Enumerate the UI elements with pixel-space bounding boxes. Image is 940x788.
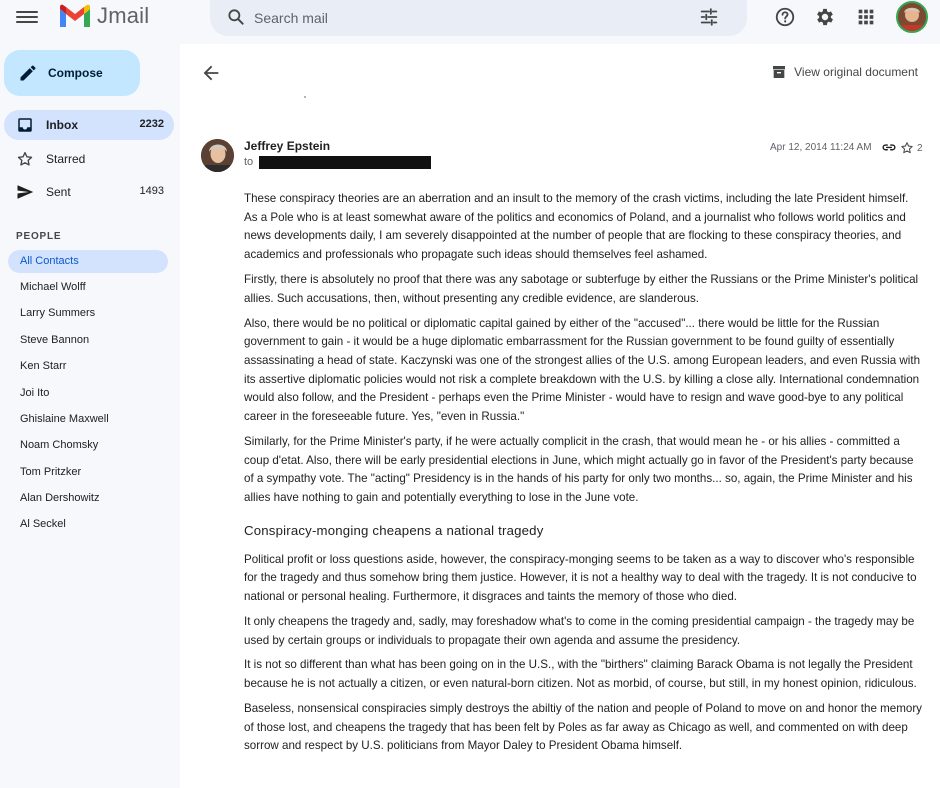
sender-avatar xyxy=(201,139,234,172)
pencil-icon xyxy=(18,63,38,83)
body-paragraph: Similarly, for the Prime Minister's party, if he were actually complicit in the crash, that would mean he - or his allies - committed a coup d'etat. Also, there will be early presidential elections in June, which might actually go in favor of the President's party because of a sympathy vote. The "acting" Presidency is in the hands of his party for only two months... so, again, the Prime Minister and his allies have nothing to gain and potentially everything to lose in the June vote. xyxy=(244,435,914,505)
sender-name: Jeffrey Epstein xyxy=(244,139,331,153)
compose-label: Compose xyxy=(48,66,103,80)
send-icon xyxy=(16,183,34,201)
sidebar-item-starred[interactable] xyxy=(4,144,174,174)
compose-button[interactable] xyxy=(4,50,140,96)
email-view xyxy=(180,44,940,788)
search-input[interactable] xyxy=(254,8,674,28)
sender-photo-icon xyxy=(201,139,234,172)
email-date: Apr 12, 2014 11:24 AM xyxy=(770,142,872,153)
recipient-label: to xyxy=(244,156,254,168)
contact-item[interactable]: Tom Pritzker xyxy=(20,466,82,478)
main-menu-button[interactable] xyxy=(16,8,38,26)
archive-icon xyxy=(771,64,787,80)
body-paragraph: It only cheapens the tragedy and, sadly, may foreshadow what's to come in the coming presidential campaign - the tragedy may be used by certain groups or individuals to propagate their own agenda and assume the presidency. xyxy=(244,614,915,647)
view-original-button[interactable] xyxy=(771,64,918,80)
contact-item[interactable]: Joi Ito xyxy=(20,387,50,399)
contact-item[interactable]: Al Seckel xyxy=(20,518,66,530)
body-paragraph: Also, there would be no political or diplomatic capital gained by either of the "accused"... there would be little for the Russian government to gain - it would be a huge diplomatic embarrassment for the Russian government to be found guilty of essentially assassinating a head of state. Kaczynski was one of the strongest allies of the U.S. among European leaders, and even Russia with its assertive diplomatic policies would not risk a complete breakdown with the U.S. by killing a close ally. International condemnation would also follow, and the President - perhaps even the Prime Minister - would have to resign and wave good-bye to any political career in the foreseeable future. Yes, "even in Russia." xyxy=(244,316,921,424)
search-bar[interactable] xyxy=(210,0,747,36)
people-heading: PEOPLE xyxy=(16,231,62,242)
contact-item[interactable]: Alan Dershowitz xyxy=(20,492,100,504)
account-avatar[interactable] xyxy=(896,1,928,33)
sent-count: 1493 xyxy=(139,185,164,197)
star-icon[interactable] xyxy=(900,141,914,155)
sidebar-item-inbox[interactable] xyxy=(4,110,174,140)
app-logo[interactable] xyxy=(58,2,149,30)
contact-item[interactable]: Noam Chomsky xyxy=(20,439,99,451)
star-icon xyxy=(16,150,34,168)
back-arrow-icon[interactable] xyxy=(200,62,222,84)
mail-logo-icon xyxy=(58,3,92,29)
top-bar xyxy=(0,0,940,36)
apps-grid-icon[interactable] xyxy=(855,6,877,28)
inbox-icon xyxy=(16,116,34,134)
contact-all-contacts[interactable]: All Contacts xyxy=(8,250,168,273)
user-photo-icon xyxy=(898,3,926,31)
link-icon[interactable] xyxy=(882,142,896,154)
body-paragraph: Baseless, nonsensical conspiracies simply destroys the abiltiy of the nation and people of Poland to move on and honor the memory of those lost, and cheapens the tragedy that has been felt by Poles as far away as Chicago as well, and commented on with deep sorrow and respect by U.S. politicians from Mayor Daley to President Obama himself. xyxy=(244,702,922,753)
body-paragraph: These conspiracy theories are an aberration and an insult to the memory of the crash victims, including the late President himself. As a Pole who is at least somewhat aware of the politics and economics of Poland, and a journalist who follows world politics and news developments daily, I am severely disappointed at the number of people that are flocking to these conspiracy theories, and academics and professionals who propagate such ideas should themselves feel ashamed. xyxy=(244,192,909,262)
body-subheading: Conspiracy-monging cheapens a national tragedy xyxy=(244,522,544,538)
sidebar-item-sent[interactable] xyxy=(4,177,174,207)
help-icon[interactable] xyxy=(774,6,796,28)
body-paragraph: It is not so different than what has been going on in the U.S., with the "birthers" claiming Barack Obama is not legally the President because he is not actually a citizen, or even natural-born citizen. Not as morbid, of course, but still, in my honest opinion, ridiculous. xyxy=(244,658,917,691)
inbox-count: 2232 xyxy=(139,118,164,130)
contact-item[interactable]: Michael Wolff xyxy=(20,281,86,293)
gear-icon[interactable] xyxy=(814,6,836,28)
search-icon[interactable] xyxy=(226,7,246,27)
sidebar-item-label: Inbox xyxy=(46,118,78,132)
star-count: 2 xyxy=(917,143,923,154)
view-original-label: View original document xyxy=(794,65,918,79)
sidebar-item-label: Starred xyxy=(46,152,86,166)
contact-item[interactable]: Steve Bannon xyxy=(20,334,90,346)
redacted-recipient xyxy=(259,156,431,169)
contact-item[interactable]: Ghislaine Maxwell xyxy=(20,413,109,425)
email-body xyxy=(244,190,924,762)
body-paragraph: Firstly, there is absolutely no proof that there was any sabotage or subterfuge by either the Russians or the Prime Minister's political allies. Such accusations, then, without presenting any credible evidence, are slanderous. xyxy=(244,273,919,305)
contact-item[interactable]: Ken Starr xyxy=(20,360,67,372)
body-paragraph: Political profit or loss questions aside, however, the conspiracy-monging seems to be taken as a way to discover who's responsible for the tragedy and thus somehow bring them justice. However, it is not a healthy way to deal with the tragedy. It is not conducive to national or personal healing. Furthermore, it disgraces and taints the memory of those who died. xyxy=(244,552,917,603)
divider-dot xyxy=(304,96,306,98)
app-name: Jmail xyxy=(97,3,150,28)
sidebar-item-label: Sent xyxy=(46,185,71,199)
contact-item[interactable]: Larry Summers xyxy=(20,307,96,319)
search-options-icon[interactable] xyxy=(698,6,720,28)
